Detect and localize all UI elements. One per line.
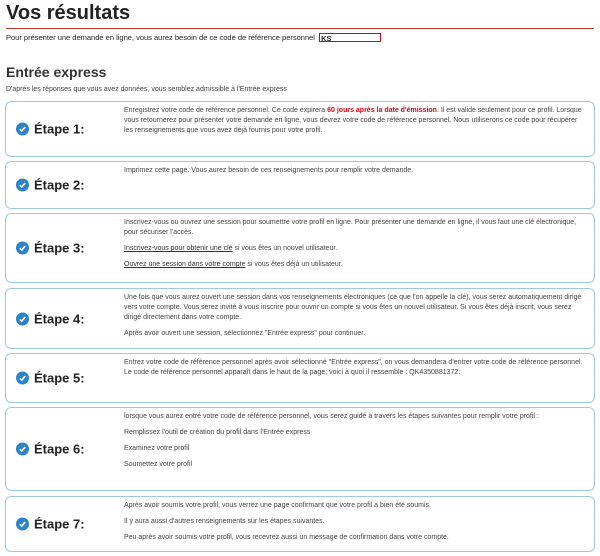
page-title: Vos résultats [6, 2, 131, 24]
step-paragraph: Une fois que vous aurez ouvert une session dans vos renseignements électroniques (ce que l'on appelle la clé), vous serez automatiquement dirigé vers votre compte. Vous serez invité à vous inscrire pour ouvrir un compte si vous êtes un nouvel utilisateur. Si vous êtes déjà inscrit, vous serez dirigé directement dans votre compte. [124, 294, 582, 321]
check-icon [16, 312, 29, 325]
step-label: Étape 1: [34, 121, 85, 137]
step-text [124, 106, 584, 136]
step-header [16, 311, 85, 326]
step-label: Étape 6: [34, 441, 85, 457]
step-paragraph: Entrez votre code de référence personnel après avoir sélectionné "Entrée express", on vous demandera d'entrer votre code de référence personnel. Le code de référence personnel apparaît dans le haut de la page; voici à quoi il ressemble : QK4350881372. [124, 359, 583, 376]
check-icon [16, 242, 29, 255]
step-header [16, 371, 85, 386]
step-text [124, 166, 584, 182]
step-label: Étape 3: [34, 240, 85, 256]
step-text-b: . Il est valide seulement pour ce profil. Lorsque vous retournerez pour présenter votre demande en ligne, vous devrez votre code de référence personnel. Nous utiliserons ce code pour récupérer les renseignements que vous avez déjà fournis pour votre profil. [124, 107, 582, 134]
step-label: Étape 2: [34, 177, 85, 193]
step-header [16, 442, 85, 457]
step-label: Étape 7: [34, 516, 85, 532]
step-card-4 [5, 288, 595, 349]
step-label: Étape 4: [34, 311, 85, 326]
step-text [124, 293, 584, 345]
step-card-6 [5, 407, 595, 491]
step-list-item: Examinez votre profil [124, 445, 190, 452]
step-card-2 [5, 161, 595, 209]
login-link[interactable]: Ouvrez une session dans votre compte [124, 261, 246, 268]
check-icon [16, 518, 29, 531]
step-list-item: Remplissez l'outil de création du profil dans l'Entrée express [124, 429, 311, 436]
step-paragraph: Après avoir ouvert une session, sélectionnez "Entrée express" pour continuer. [124, 330, 366, 337]
step-paragraph: lorsque vous aurez entré votre code de référence personnel, vous serez guidé à travers les étapes suivantes pour remplir votre profil : [124, 413, 539, 420]
step-text [124, 501, 584, 549]
check-icon [16, 443, 29, 456]
step-paragraph: Après avoir soumis votre profil, vous verrez une page confirmant que votre profil a bien été soumis. [124, 502, 431, 509]
step-paragraph: Peu après avoir soumis votre profil, vous recevrez aussi un message de confirmation dans votre compte. [124, 534, 449, 541]
register-line [124, 244, 584, 254]
step-text [124, 412, 584, 476]
intro-label: Pour présenter une demande en ligne, vous aurez besoin de ce code de référence personnel [6, 33, 315, 42]
step-card-5 [5, 353, 595, 403]
step-paragraph: Il y aura aussi d'autres renseignements sur les étapes suivantes. [124, 518, 325, 525]
register-link[interactable]: Inscrivez-vous pour obtenir une clé [124, 245, 233, 252]
step-text [124, 218, 584, 276]
register-suffix: si vous êtes un nouvel utilisateur. [232, 245, 338, 252]
login-suffix: si vous êtes déjà un utilisateur. [245, 261, 343, 268]
step-list-item: Soumettez votre profil [124, 461, 193, 468]
step-header [16, 241, 85, 256]
section-title: Entrée express [6, 64, 107, 80]
step-text-a: Enregistrez votre code de référence personnel. Ce code expirera [124, 107, 326, 114]
step-card-7 [5, 496, 595, 552]
reference-code-box: KS [319, 33, 381, 42]
step-card-1 [5, 101, 595, 157]
step-card-3 [5, 213, 595, 283]
check-icon [16, 372, 29, 385]
eligibility-text: D'après les réponses que vous avez données, vous semblez admissible à l'Entrée express [6, 86, 287, 93]
step-paragraph: Imprimez cette page. Vous aurez besoin de ces renseignements pour remplir votre demande. [124, 167, 414, 174]
login-line [124, 260, 584, 270]
check-icon [16, 179, 29, 192]
expiry-highlight: 60 jours après la date d'émission [327, 107, 437, 114]
intro-text [6, 33, 381, 43]
step-text [124, 358, 584, 384]
step-header [16, 122, 85, 137]
check-icon [16, 123, 29, 136]
title-divider [6, 28, 594, 29]
step-label: Étape 5: [34, 370, 85, 386]
step-header [16, 178, 85, 193]
step-header [16, 517, 85, 532]
step-paragraph: Inscrivez-vous ou ouvrez une session pour soumettre votre profil en ligne. Pour présenter une demande en ligne, il vous faut une clé électronique, pour sécuriser l'accès. [124, 219, 577, 236]
